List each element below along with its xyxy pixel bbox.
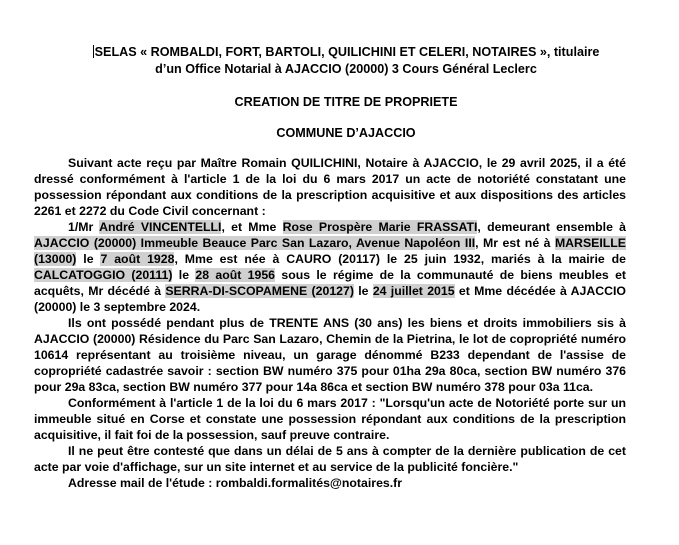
highlight-marriage-date: 28 août 1956 (195, 268, 276, 282)
highlight-death-date: 24 juillet 2015 (372, 284, 455, 298)
parties-text: sous le régime de la communauté de biens meubles et acquêts, Mr décédé à (34, 268, 627, 298)
parties-text: et Mme décédée à AJACCIO (20000) le 3 septembre 2024. (34, 284, 626, 314)
header-line-1-text: SELAS « ROMBALDI, FORT, BARTOLI, QUILICHINI ET CELERI, NOTAIRES », titulaire (94, 45, 600, 59)
highlight-spouse-name: Rose Prospère Marie FRASSATI (282, 220, 478, 234)
parties-text: , et Mme (221, 220, 283, 234)
parties-text: , demeurant ensemble à (477, 220, 626, 234)
paragraph-property: Ils ont possédé pendant plus de TRENTE ANS (30 ans) les biens et droits immobiliers sis à AJACCIO (20000) Résidence du Parc San Lazaro, Chemin de la Pietrina, le lot de copropriété numéro 10614 représentant au troisième niveau, un garage dénommé B233 dependant de l'assise de copropriété cadastrée savoir : section BW numéro 375 pour 01ha 29a 80ca, section BW numéro 376 pour 29a 83ca, section BW numéro 377 pour 14a 86ca et section BW numéro 378 pour 03a 11ca. (34, 316, 626, 394)
paragraph-parties (34, 219, 626, 315)
highlight-death-place: SERRA-DI-SCOPAMENE (20127) (165, 284, 354, 298)
parties-text: le (76, 252, 101, 266)
parties-text: , Mr est né à (475, 236, 555, 250)
highlight-owner-name: André VINCENTELLI (99, 220, 222, 234)
paragraph-intro: Suivant acte reçu par Maître Romain QUILICHINI, Notaire à AJACCIO, le 29 avril 2025, il a été dressé conformément à l'article 1 de la loi du 6 mars 2017 un acte de notoriété constatant une possession répondant aux conditions de la prescription acquisitive et aux dispositions des articles 2261 et 2272 du Code Civil concernant : (34, 156, 626, 218)
parties-text: le (353, 284, 373, 298)
notice-body (34, 155, 626, 491)
text-cursor (93, 45, 94, 58)
notice-title: CREATION DE TITRE DE PROPRIETE (234, 95, 458, 109)
paragraph-contest-delay: Il ne peut être contesté que dans un délai de 5 ans à compter de la dernière publication de cet acte par voie d'affichage, sur un site internet et au service de la publicité foncière." (34, 444, 626, 474)
parties-text: , Mme est née à CAURO (20117) le 25 juin 1932, mariés à la mairie de (174, 252, 626, 266)
notice-header (40, 44, 652, 78)
paragraph-law-quote: Conformément à l'article 1 de la loi du 6 mars 2017 : "Lorsqu'un acte de Notoriété porte sur un immeuble situé en Corse et constate une possession répondant aux conditions de la prescription acquisitive, il fait foi de la possession, sauf preuve contraire. (34, 396, 626, 442)
parties-text: le (172, 268, 196, 282)
header-line-1 (40, 44, 652, 61)
highlight-birth-place: MARSEILLE (13000) (34, 236, 626, 266)
paragraph-email: Adresse mail de l'étude : rombaldi.formalités@notaires.fr (68, 476, 403, 490)
highlight-marriage-place: CALCATOGGIO (20111) (34, 268, 173, 282)
header-line-2: d’un Office Notarial à AJACCIO (20000) 3 Cours Général Leclerc (155, 62, 537, 76)
parties-text: 1/Mr (68, 220, 100, 234)
notice-subtitle: COMMUNE D’AJACCIO (276, 126, 416, 140)
highlight-birth-date: 7 août 1928 (100, 252, 175, 266)
highlight-address: AJACCIO (20000) Immeuble Beauce Parc San Lazaro, Avenue Napoléon III (34, 236, 476, 250)
